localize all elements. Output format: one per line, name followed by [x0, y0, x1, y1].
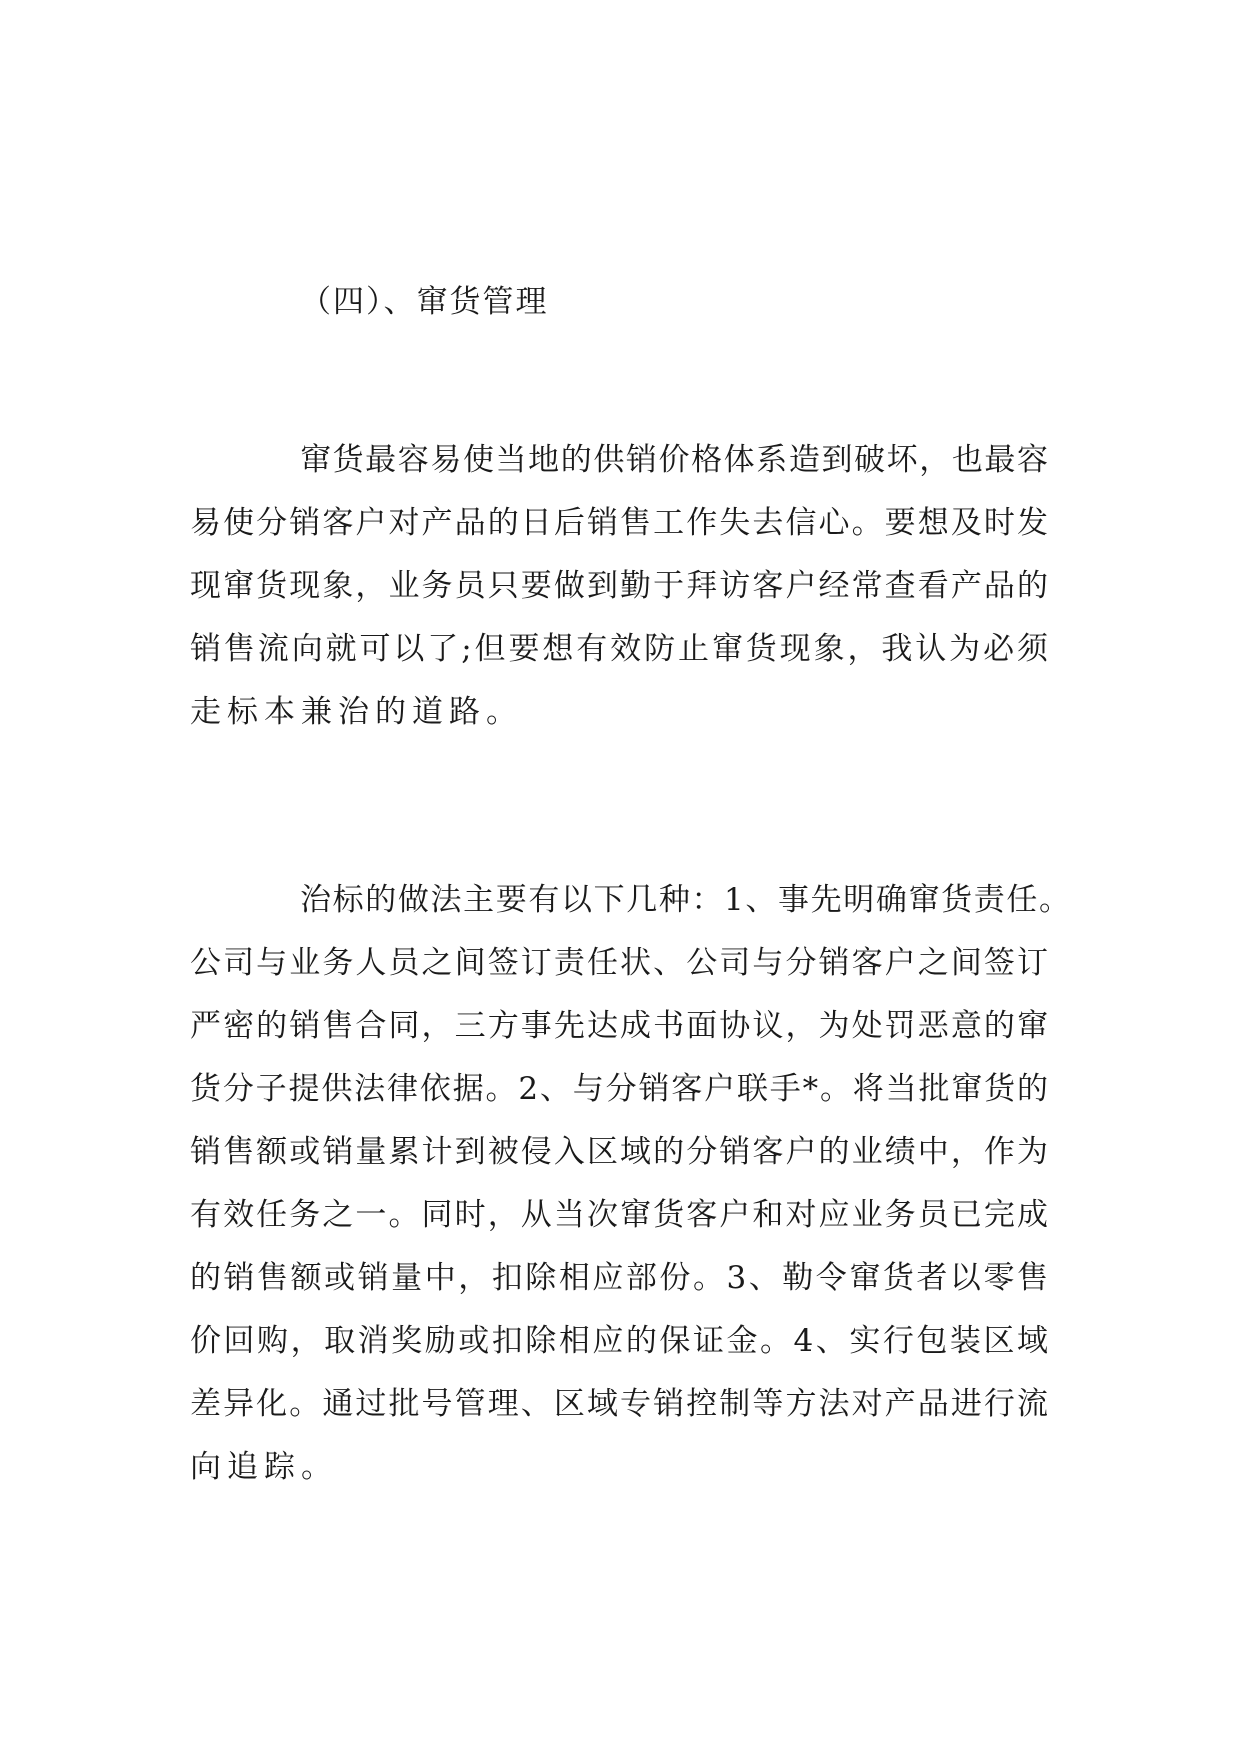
paragraph-2-line-3: 严密的销售合同，三方事先达成书面协议，为处罚恶意的窜: [190, 1008, 1048, 1044]
paragraph-1-line-1: 窜货最容易使当地的供销价格体系造到破坏，也最容: [300, 442, 1048, 478]
paragraph-2-line-7: 的销售额或销量中，扣除相应部份。3、勒令窜货者以零售: [190, 1260, 1048, 1296]
paragraph-2-line-10: 向追踪。: [190, 1449, 338, 1485]
paragraph-1-line-5: 走标本兼治的道路。: [190, 694, 523, 730]
paragraph-2-line-4: 货分子提供法律依据。2、与分销客户联手*。将当批窜货的: [190, 1071, 1048, 1107]
section-heading: （四）、窜货管理: [300, 284, 549, 320]
paragraph-1-line-3: 现窜货现象，业务员只要做到勤于拜访客户经常查看产品的: [190, 568, 1048, 604]
paragraph-2-line-9: 差异化。通过批号管理、区域专销控制等方法对产品进行流: [190, 1386, 1048, 1422]
paragraph-2-line-6: 有效任务之一。同时，从当次窜货客户和对应业务员已完成: [190, 1197, 1048, 1233]
paragraph-1-line-4: 销售流向就可以了;但要想有效防止窜货现象，我认为必须: [190, 631, 1048, 667]
paragraph-2-line-2: 公司与业务人员之间签订责任状、公司与分销客户之间签订: [190, 945, 1048, 981]
paragraph-2-line-1: 治标的做法主要有以下几种：1、事先明确窜货责任。: [300, 882, 1070, 918]
paragraph-2-line-5: 销售额或销量累计到被侵入区域的分销客户的业绩中，作为: [190, 1134, 1048, 1170]
paragraph-2-line-8: 价回购，取消奖励或扣除相应的保证金。4、实行包装区域: [190, 1323, 1048, 1359]
paragraph-1-line-2: 易使分销客户对产品的日后销售工作失去信心。要想及时发: [190, 505, 1048, 541]
